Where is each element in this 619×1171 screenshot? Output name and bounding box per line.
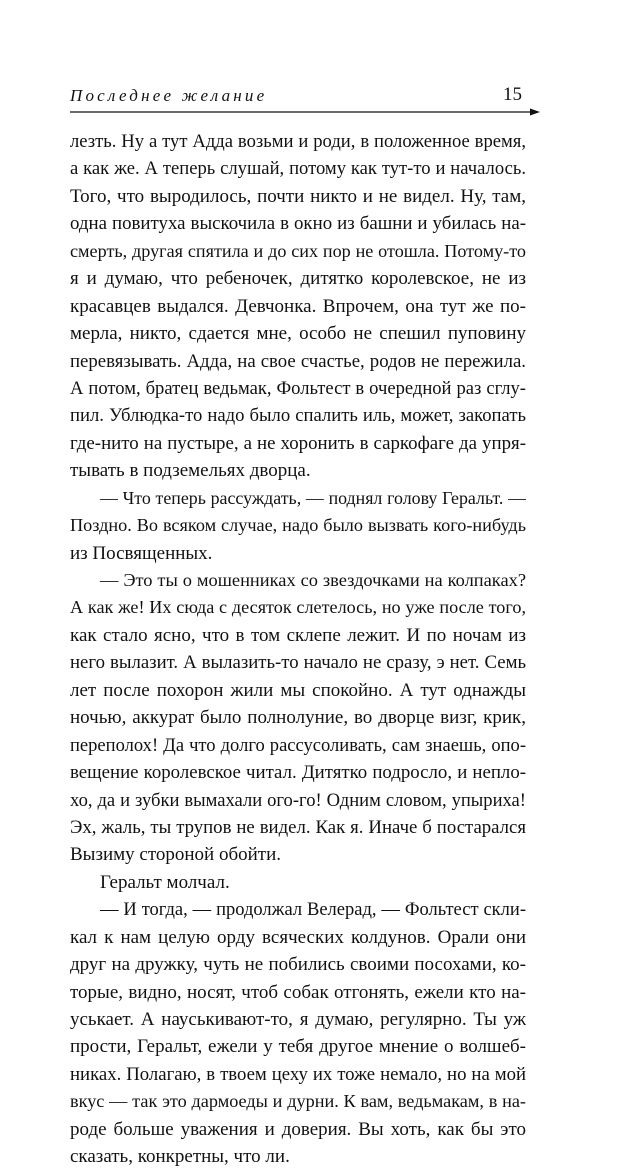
- text-line: никах. Полагаю, в твоем цеху их тоже немало, но на мой: [70, 1063, 526, 1085]
- text-line: торые, видно, носят, чтоб собак отгонять, ежели кто на-: [70, 981, 526, 1003]
- text-line: роде больше уважения и доверия. Вы хоть, как бы это: [70, 1118, 526, 1140]
- text-line: перевязывать. Адда, на свое счастье, родов не пережила.: [70, 350, 526, 372]
- header-rule-arrow: [70, 108, 540, 116]
- text-line: Геральт молчал.: [100, 871, 230, 893]
- text-line: сказать, конкретны, что ли.: [70, 1146, 290, 1168]
- text-line: Эх, жаль, ты трупов не видел. Как я. Иначе б постарался: [70, 816, 526, 838]
- text-line: смерть, другая спятила и до сих пор не отошла. Потому-то: [70, 240, 526, 261]
- text-line: пил. Ублюдка-то надо было спалить иль, может, закопать: [70, 405, 526, 427]
- text-line: ночью, аккурат было полнолуние, во дворце визг, крик,: [70, 707, 526, 729]
- text-line: — И тогда, — продолжал Велерад, — Фольтест скли-: [100, 899, 526, 921]
- text-line: вещение королевское читал. Дитятко подросло, и непло-: [70, 762, 526, 784]
- text-line: Поздно. Во всяком случае, надо было вызвать кого-нибудь: [70, 515, 526, 536]
- text-line: как стало ясно, что в том склепе лежит. И по ночам из: [70, 624, 526, 646]
- text-line: из Посвященных.: [70, 542, 213, 564]
- text-line: — Это ты о мошенниках со звездочками на колпаках?: [100, 570, 526, 590]
- text-line: одна повитуха выскочила в окно из башни и убилась на-: [70, 213, 526, 235]
- text-line: лет после похорон жили мы спокойно. А тут однажды: [70, 679, 526, 701]
- text-line: прости, Геральт, ежели у тебя другое мнение о волшеб-: [70, 1036, 526, 1058]
- text-line: красавцев выдался. Девчонка. Впрочем, она тут же по-: [70, 295, 526, 317]
- running-title: Последнее желание: [70, 86, 268, 105]
- text-line: него вылазит. А вылазить-то начало не сразу, э нет. Семь: [70, 652, 526, 674]
- text-line: — Что теперь рассуждать, — поднял голову Геральт. —: [100, 487, 526, 508]
- text-line: Вызиму стороной обойти.: [70, 844, 282, 866]
- text-line: А как же! Их сюда с десяток слетелось, но уже после того,: [70, 597, 526, 618]
- text-line: вкус — так это дармоеды и дурни. К вам, ведьмакам, в на-: [70, 1091, 526, 1112]
- text-line: кал к нам целую орду всяческих колдунов. Орали они: [70, 926, 526, 948]
- text-line: мерла, никто, сдается мне, особо не спешил пуповину: [70, 323, 526, 345]
- page-header: [70, 86, 540, 110]
- text-line: где-нито на пустыре, а не хоронить в саркофаге да упря-: [70, 432, 526, 454]
- text-line: я и думаю, что ребеночек, дитятко королевское, не из: [70, 268, 526, 290]
- text-line: а как же. А теперь слушай, потому как тут-то и началось.: [70, 158, 526, 180]
- text-line: Того, что выродилось, почти никто и не видел. Ну, там,: [70, 185, 526, 207]
- text-line: А потом, братец ведьмак, Фольтест в очередной раз сглу-: [70, 377, 526, 399]
- text-line: тывать в подземельях дворца.: [70, 460, 311, 482]
- text-line: уськает. А науськивают-то, я думаю, регулярно. Ты уж: [70, 1009, 526, 1030]
- text-line: хо, да и зубки вымахали ого-го! Одним словом, упыриха!: [70, 789, 526, 811]
- body-text: [70, 128, 526, 1171]
- text-line: переполох! Да что долго рассусоливать, сам знаешь, опо-: [70, 734, 526, 756]
- text-line: друг на дружку, чуть не побились своими посохами, ко-: [70, 954, 526, 976]
- text-line: лезть. Ну а тут Адда возьми и роди, в положенное время,: [70, 131, 526, 152]
- page-number: 15: [503, 84, 522, 105]
